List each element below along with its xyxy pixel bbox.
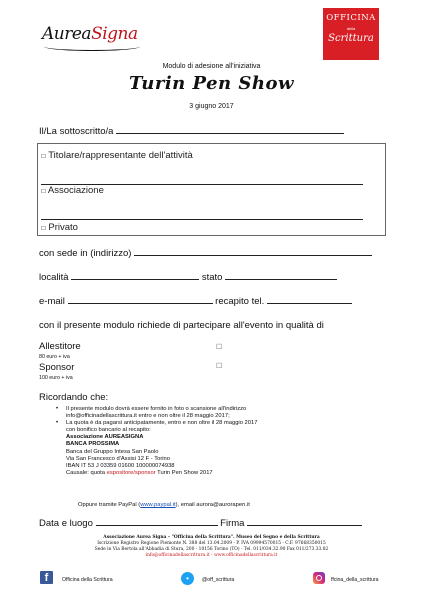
firma-label: Firma: [220, 518, 245, 529]
logo-swoosh: [44, 42, 140, 51]
allestitore-label: Allestitore: [39, 341, 81, 352]
facebook-icon[interactable]: f: [40, 571, 53, 584]
sponsor-label: Sponsor: [39, 362, 75, 373]
twitter-icon[interactable]: •: [181, 572, 194, 585]
footer-line3: Sede in Via Bertola all'Abbadia di Stura, 200 - 10156 Torino (TO) - Tel. 011/034.32.90 Fax 011/273.33.82: [94, 547, 329, 552]
note-quota-line1: La quota è da pagarsi anticipatamente, entro e non oltre il 28 maggio 2017: [66, 420, 258, 427]
sponsor-price: 100 euro + iva: [39, 375, 73, 381]
firma-field[interactable]: [247, 525, 362, 526]
option-titolare-label: Titolare/rappresentante dell'attività: [48, 150, 193, 161]
logo-scrittura-text: Scrittura: [328, 33, 374, 44]
stato-label: stato: [201, 272, 223, 283]
logo-accent-text: Signa: [91, 24, 138, 44]
option-titolare-checkbox[interactable]: ☐: [41, 154, 46, 160]
localita-row: [39, 272, 337, 283]
logo-della-text: della: [346, 26, 356, 31]
bullet-icon: •: [56, 420, 59, 427]
localita-label: località: [39, 272, 69, 283]
logo-officina-text: OFFICINA: [326, 13, 376, 23]
allestitore-checkbox[interactable]: ☐: [216, 344, 223, 351]
instagram-icon[interactable]: [313, 572, 325, 584]
instagram-handle[interactable]: ffcina_della_scrittura: [331, 577, 379, 583]
email-row: [39, 296, 352, 307]
bullet-icon: •: [56, 406, 59, 412]
note-quota-line2: con bonifico bancario al recapito:: [66, 427, 151, 434]
localita-field[interactable]: [71, 279, 199, 280]
paypal-prefix: Oppure tramite PayPal (: [78, 502, 141, 508]
footer-line4[interactable]: info@officinadellascrittura.it - www.officinadellascrittura.it: [145, 553, 278, 558]
paypal-suffix: ), email aurora@aurorapen.it: [175, 502, 250, 508]
option-associazione[interactable]: [41, 185, 104, 196]
logo-main-text: Aurea: [42, 24, 92, 44]
note-modulo-line1: Il presente modulo dovrà essere fornito in foto o scansione all'indirizzo: [66, 406, 247, 412]
aurea-signa-logo: [42, 24, 138, 44]
event-date: 3 giugno 2017: [189, 103, 234, 110]
email-label: e-mail: [39, 296, 65, 307]
richiesta-text: con il presente modulo richiede di partecipare all'evento in qualità di: [39, 320, 324, 331]
notes-list: [56, 406, 396, 477]
iban: IBAN IT 53 J 03359 01600 100000074938: [66, 462, 175, 469]
bank-group: Banca del Gruppo Intesa San Paolo: [66, 448, 159, 455]
recapito-label: recapito tel.: [215, 296, 265, 307]
paypal-line: [78, 502, 250, 508]
note-quota: [56, 420, 396, 477]
twitter-handle[interactable]: @off_scrittura: [202, 577, 235, 583]
footer: [0, 535, 423, 559]
option-privato-label: Privato: [48, 222, 78, 233]
paypal-link[interactable]: www.paypal.it: [140, 502, 176, 508]
sottoscritto-label: Il/La sottoscritto/a: [39, 126, 114, 137]
assoc-name: Associazione AUREASIGNA: [66, 434, 144, 441]
stato-field[interactable]: [225, 279, 337, 280]
email-field[interactable]: [68, 303, 213, 304]
allestitore-price: 80 euro + iva: [39, 354, 70, 360]
causale-prefix: Causale: quota: [66, 469, 105, 476]
sede-row: [39, 248, 372, 259]
facebook-handle[interactable]: Officina della Scrittura: [62, 577, 113, 583]
footer-line1: Associazione Aurea Signa – "Officina della Scrittura". Museo del Segno e della Scrittura: [103, 535, 320, 540]
data-luogo-field[interactable]: [96, 525, 218, 526]
option-privato-checkbox[interactable]: ☐: [41, 226, 46, 232]
ricordando-heading: Ricordando che:: [39, 392, 109, 403]
sede-label: con sede in (indirizzo): [39, 248, 132, 259]
sottoscritto-field[interactable]: [116, 133, 344, 134]
causale-suffix: Turin Pen Show 2017: [157, 469, 213, 476]
modulo-subtitle: Modulo di adesione all'iniziativa: [162, 63, 261, 70]
option-associazione-label: Associazione: [47, 185, 104, 196]
note-modulo: [56, 406, 396, 420]
officina-scrittura-logo: [323, 8, 379, 60]
options-box: [37, 143, 386, 236]
option-titolare[interactable]: [41, 150, 193, 161]
bank-name: BANCA PROSSIMA: [66, 441, 120, 448]
data-firma-row: [39, 518, 362, 529]
footer-line2: Iscrizione Registro Regione Piemonte N. 388 del 13.04.2009 - P. IVA 09994570015 - C.F. 97668350015: [97, 541, 326, 546]
option-privato[interactable]: [41, 222, 78, 233]
data-luogo-label: Data e luogo: [39, 518, 93, 529]
show-title: Turin Pen Show: [129, 73, 294, 94]
option-associazione-checkbox[interactable]: ☐: [41, 189, 46, 195]
associazione-field[interactable]: [41, 219, 363, 220]
causale: [66, 470, 396, 477]
causale-highlight: espositore/sponsor: [106, 469, 156, 476]
sponsor-checkbox[interactable]: ☐: [216, 363, 223, 370]
sede-field[interactable]: [134, 255, 372, 256]
note-modulo-line2: info@officinadellascrittura.it entro e non oltre il 28 maggio 2017;: [66, 413, 230, 420]
recapito-field[interactable]: [267, 303, 352, 304]
sottoscritto-row: [39, 126, 344, 137]
bank-address: Via San Francesco d'Assisi 12 F - Torino: [66, 455, 170, 462]
